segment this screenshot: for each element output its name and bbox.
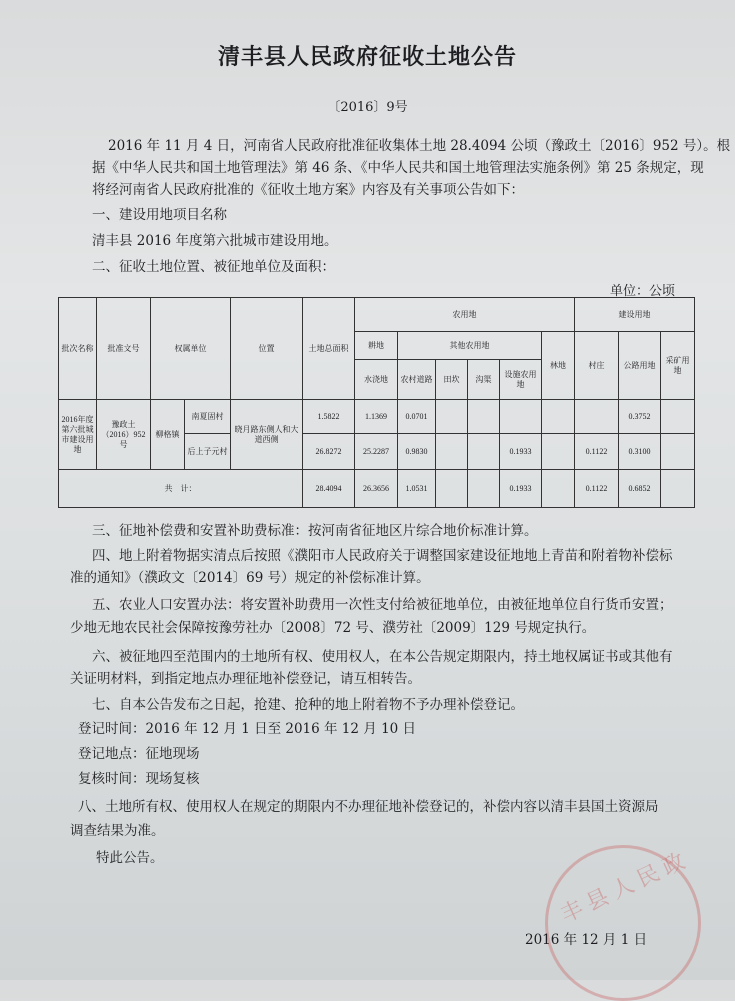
cell-field-ridge — [436, 400, 468, 434]
sum-label: 共 计： — [59, 470, 303, 508]
sum-ditch — [468, 470, 500, 508]
section-4-line-1: 四、地上附着物据实清点后按照《濮阳市人民政府关于调整国家建设征地地上青苗和附着物补偿标 — [92, 548, 673, 564]
section-4-line-2: 准的通知》（濮政文〔2014〕69 号）规定的补偿标准计算。 — [70, 570, 430, 586]
cell-mining — [661, 400, 695, 434]
sum-village: 0.1122 — [575, 470, 619, 508]
header-other-agri: 其他农用地 — [398, 332, 542, 360]
header-field-ridge: 田坎 — [436, 360, 468, 400]
closing-text: 特此公告。 — [96, 850, 164, 866]
cell-mining — [661, 434, 695, 470]
registration-time: 登记时间：2016 年 12 月 1 日至 2016 年 12 月 10 日 — [78, 721, 417, 737]
land-table — [58, 297, 695, 508]
header-forest: 林地 — [542, 332, 575, 400]
header-village: 村庄 — [575, 332, 619, 400]
cell-location: 晓月路东侧人和大道西侧 — [231, 400, 303, 470]
cell-facility: 0.1933 — [500, 434, 542, 470]
cell-ditch — [468, 434, 500, 470]
cell-road: 0.9830 — [398, 434, 436, 470]
sum-road: 1.0531 — [398, 470, 436, 508]
section-8-line-1: 八、土地所有权、使用权人在规定的期限内不办理征地补偿登记的，补偿内容以清丰县国土资源局 — [78, 799, 659, 815]
section-6-line-2: 关证明材料，到指定地点办理征地补偿登记，请互相转告。 — [70, 671, 421, 687]
header-arable: 耕地 — [355, 332, 398, 360]
cell-town: 柳格镇 — [151, 400, 185, 470]
section-8-line-2: 调查结果为准。 — [70, 823, 165, 839]
document-number: 〔2016〕9号 — [327, 100, 408, 115]
header-paddy: 水浇地 — [355, 360, 398, 400]
header-mining: 采矿用地 — [661, 332, 695, 400]
page-title: 清丰县人民政府征收土地公告 — [217, 44, 517, 70]
sum-field-ridge — [436, 470, 468, 508]
sum-total: 28.4094 — [303, 470, 355, 508]
cell-village — [575, 400, 619, 434]
cell-total: 1.5822 — [303, 400, 355, 434]
cell-forest — [542, 400, 575, 434]
intro-line-3: 将经河南省人民政府批准的《征收土地方案》内容及有关事项公告如下： — [92, 182, 524, 198]
header-facility: 设施农用地 — [500, 360, 542, 400]
header-docno: 批准文号 — [97, 298, 151, 400]
section-5-line-2: 少地无地农民社会保障按豫劳社办〔2008〕72 号、濮劳社〔2009〕129 号规定执行。 — [70, 620, 596, 636]
sum-forest — [542, 470, 575, 508]
cell-owner: 南夏固村 — [185, 400, 231, 434]
cell-ditch — [468, 400, 500, 434]
official-seal-text: 丰县人民政 — [557, 846, 695, 929]
sum-paddy: 26.3656 — [355, 470, 398, 508]
intro-line-2: 据《中华人民共和国土地管理法》第 46 条、《中华人民共和国土地管理法实施条例》第 25 条规定，现 — [92, 160, 704, 176]
cell-total: 26.8272 — [303, 434, 355, 470]
header-owner: 权属单位 — [151, 298, 231, 400]
cell-facility — [500, 400, 542, 434]
header-total: 土地总面积 — [303, 298, 355, 400]
section-5-line-1: 五、农业人口安置办法：将安置补助费用一次性支付给被征地单位，由被征地单位自行货币安置； — [92, 597, 673, 613]
cell-road: 0.0701 — [398, 400, 436, 434]
section-7: 七、自本公告发布之日起，抢建、抢种的地上附着物不予办理补偿登记。 — [92, 697, 524, 713]
cell-paddy: 1.1369 — [355, 400, 398, 434]
header-location: 位置 — [231, 298, 303, 400]
unit-label: 单位：公顷 — [609, 284, 675, 299]
header-agri: 农用地 — [355, 298, 575, 332]
issue-date: 2016 年 12 月 1 日 — [525, 932, 648, 948]
section-3: 三、征地补偿费和安置补助费标准：按河南省征地区片综合地价标准计算。 — [92, 523, 538, 539]
cell-village: 0.1122 — [575, 434, 619, 470]
header-road: 农村道路 — [398, 360, 436, 400]
section-6-line-1: 六、被征地四至范围内的土地所有权、使用权人，在本公告规定期限内，持土地权属证书或其他有 — [92, 649, 673, 665]
cell-paddy: 25.2287 — [355, 434, 398, 470]
sum-facility: 0.1933 — [500, 470, 542, 508]
header-batch: 批次名称 — [59, 298, 97, 400]
cell-docno: 豫政土（2016）952号 — [97, 400, 151, 470]
cell-owner: 后上子元村 — [185, 434, 231, 470]
intro-line-1: 2016 年 11 月 4 日，河南省人民政府批准征收集体土地 28.4094 公顷（豫政土〔2016〕952 号）。根 — [108, 138, 731, 154]
registration-place: 登记地点：征地现场 — [78, 746, 200, 762]
cell-batch: 2016年度第六批城市建设用地 — [59, 400, 97, 470]
header-ditch: 沟渠 — [468, 360, 500, 400]
review-time: 复核时间：现场复核 — [78, 771, 200, 787]
section-1-body: 清丰县 2016 年度第六批城市建设用地。 — [92, 233, 338, 249]
cell-highway: 0.3100 — [619, 434, 661, 470]
cell-field-ridge — [436, 434, 468, 470]
section-2-heading: 二、征收土地位置、被征地单位及面积： — [92, 259, 335, 275]
cell-forest — [542, 434, 575, 470]
sum-highway: 0.6852 — [619, 470, 661, 508]
sum-mining — [661, 470, 695, 508]
section-1-heading: 一、建设用地项目名称 — [92, 207, 227, 223]
header-highway: 公路用地 — [619, 332, 661, 400]
header-build: 建设用地 — [575, 298, 695, 332]
cell-highway: 0.3752 — [619, 400, 661, 434]
